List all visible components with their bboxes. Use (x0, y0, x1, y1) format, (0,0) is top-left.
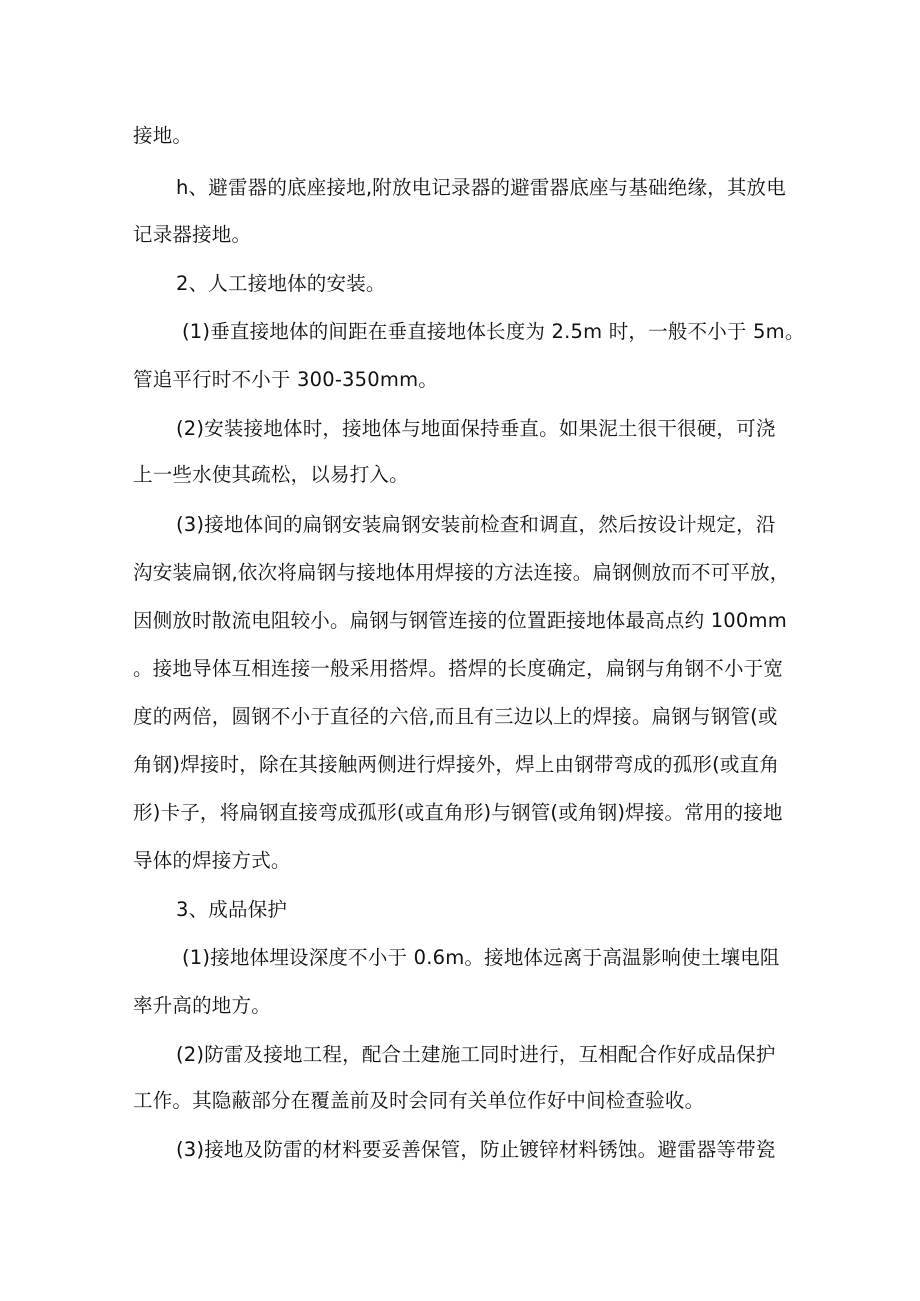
text-line: 度的两倍，圆钢不小于直径的六倍,而且有三边以上的焊接。扁钢与钢管(或 (133, 705, 778, 728)
text-line: 导体的焊接方式。 (133, 849, 291, 872)
text-line: 接地。 (133, 124, 193, 147)
text-line: (1)垂直接地体的间距在垂直接地体长度为 2.5m 时，一般不小于 5m。 (182, 320, 805, 343)
text-line: 上一些水使其疏松，以易打入。 (133, 463, 409, 486)
text-line: 沟安装扁钢,依次将扁钢与接地体用焊接的方法连接。扁钢侧放而不可平放， (133, 561, 790, 584)
text-line: 工作。其隐蔽部分在覆盖前及时会同有关单位作好中间检查验收。 (133, 1089, 705, 1112)
text-line: 角钢)焊接时，除在其接触两侧进行焊接外，焊上由钢带弯成的孤形(或直角 (133, 753, 780, 776)
text-line: 因侧放时散流电阻较小。扁钢与钢管连接的位置距接地体最高点约 100mm (133, 609, 787, 632)
text-line: (2)防雷及接地工程，配合土建施工同时进行，互相配合作好成品保护 (176, 1043, 776, 1066)
text-line: 率升高的地方。 (133, 994, 271, 1017)
text-line: (3)接地及防雷的材料要妥善保管，防止镀锌材料锈蚀。避雷器等带瓷 (176, 1138, 776, 1161)
text-line: 形)卡子，将扁钢直接弯成孤形(或直角形)与钢管(或角钢)焊接。常用的接地 (133, 801, 783, 824)
section-heading: 3、成品保护 (176, 898, 288, 921)
text-line: 记录器接地。 (133, 223, 252, 246)
text-line: 。接地导体互相连接一般采用搭焊。搭焊的长度确定，扁钢与角钢不小于宽 (133, 657, 784, 680)
text-line: (3)接地体间的扁钢安装扁钢安装前检查和调直，然后按设计规定，沿 (176, 513, 776, 536)
text-line: (1)接地体埋设深度不小于 0.6m。接地体远离于高温影响使土壤电阻 (182, 946, 780, 969)
text-line: h、避雷器的底座接地,附放电记录器的避雷器底座与基础绝缘，其放电 (176, 176, 786, 199)
text-line: (2)安装接地体时，接地体与地面保持垂直。如果泥土很干很硬，可浇 (176, 417, 776, 440)
text-line: 管追平行时不小于 300-350mm。 (133, 368, 438, 391)
section-heading: 2、人工接地体的安装。 (176, 272, 386, 295)
